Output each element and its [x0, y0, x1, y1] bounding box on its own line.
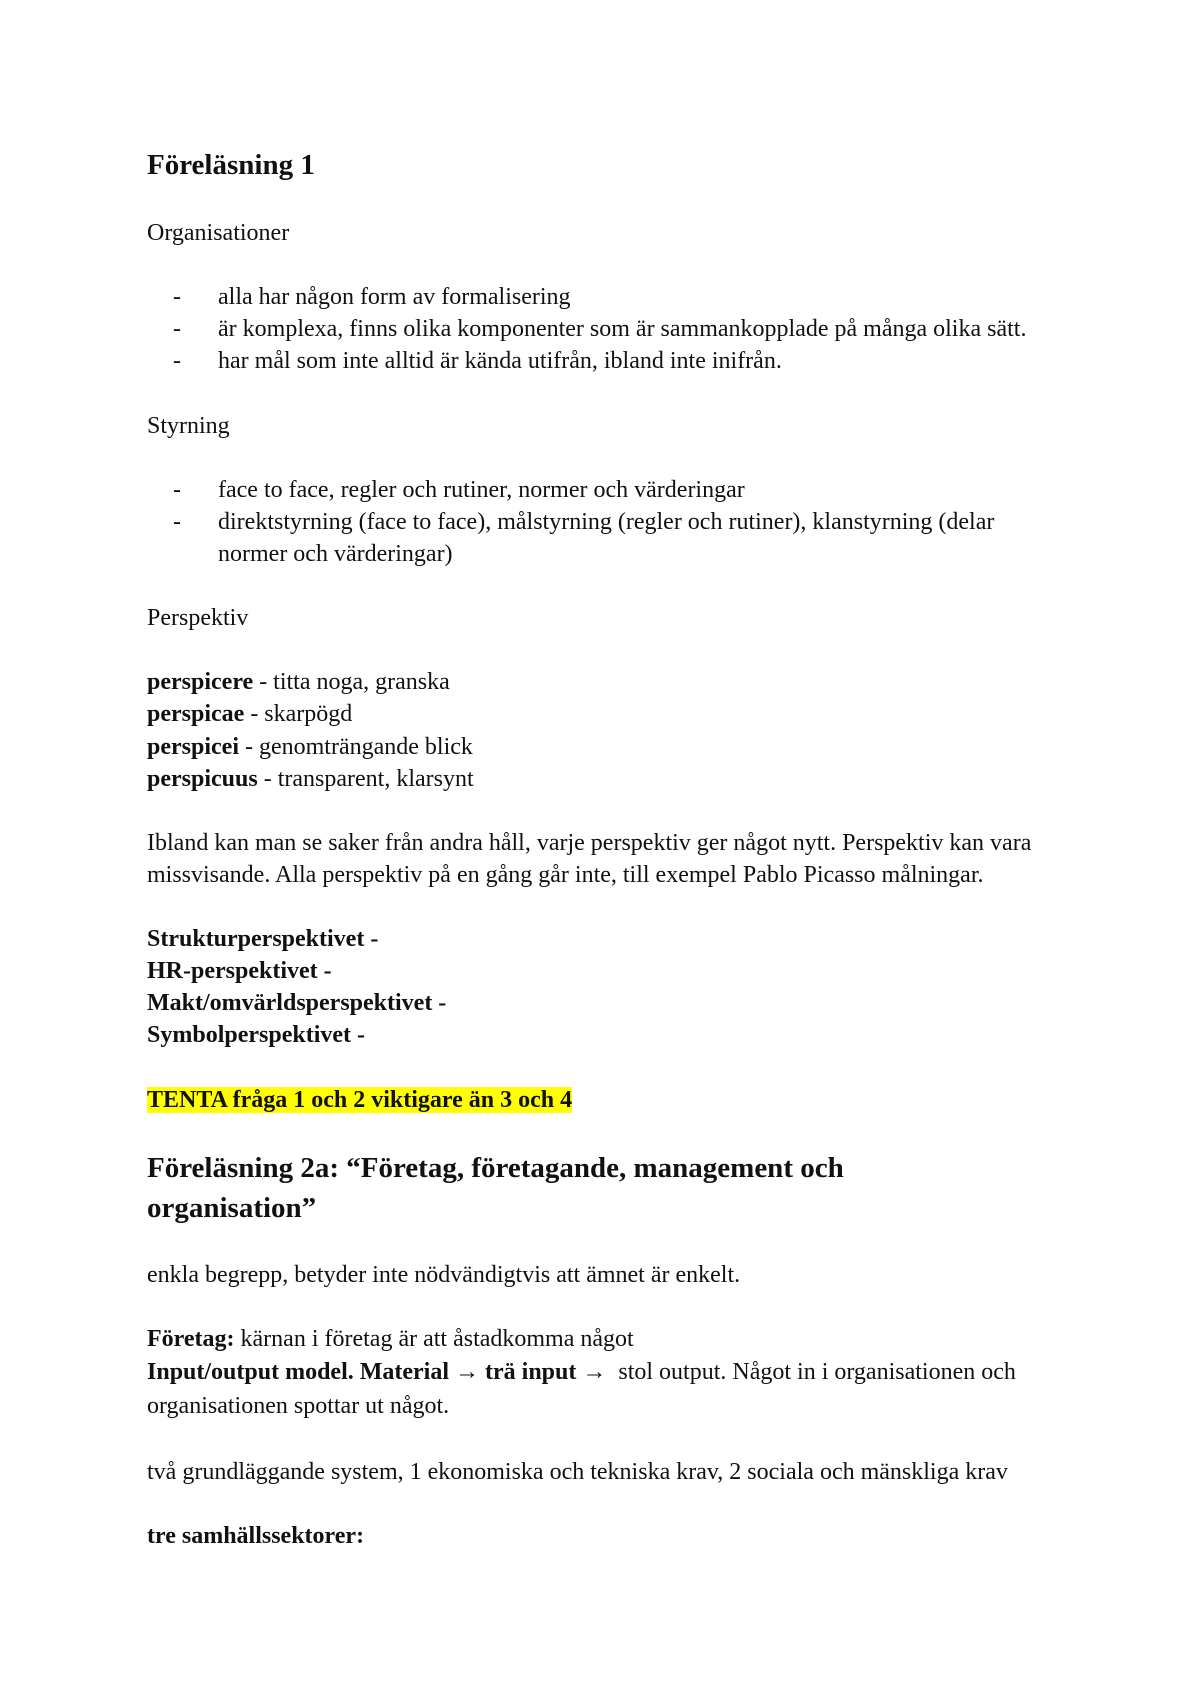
bullet-dash: - — [173, 348, 181, 375]
list-item-text: direktstyrning (face to face), målstyrning (regler och rutiner), klanstyrning (delar — [218, 508, 995, 535]
list-item — [147, 281, 1100, 313]
exam-note-highlight: TENTA fråga 1 och 2 viktigare än 3 och 4 — [147, 1086, 573, 1113]
term-definition: - skarpögd — [250, 701, 353, 728]
foretag-label: Företag: — [147, 1325, 235, 1352]
list-item — [147, 313, 1100, 345]
term-row — [147, 666, 1100, 698]
lecture-1-heading: Föreläsning 1 — [147, 149, 315, 181]
input-output-model — [147, 1356, 1100, 1390]
foretag-text: kärnan i företag är att åstadkomma något — [240, 1325, 634, 1352]
organisationer-list — [147, 281, 1100, 377]
perspective-item: HR-perspektivet - — [147, 958, 332, 985]
term: perspicae — [147, 701, 245, 728]
list-item — [147, 506, 1100, 570]
systems-paragraph: två grundläggande system, 1 ekonomiska och tekniska krav, 2 sociala och mänskliga krav — [147, 1458, 1008, 1485]
list-item-text: är komplexa, finns olika komponenter som är sammankopplade på många olika sätt. — [218, 316, 1027, 343]
list-item-text: face to face, regler och rutiner, normer och värderingar — [218, 476, 745, 503]
bullet-dash: - — [173, 316, 181, 343]
foretag-paragraph — [147, 1323, 1100, 1424]
term: perspicere — [147, 669, 254, 696]
section-title-organisationer: Organisationer — [147, 220, 290, 246]
list-item-text-continuation: normer och värderingar) — [218, 540, 453, 567]
perspectives-list — [147, 923, 1100, 1051]
foretag-definition — [147, 1323, 1100, 1357]
bullet-dash: - — [173, 476, 181, 503]
heading-line: organisation” — [147, 1191, 317, 1224]
term-definition: - titta noga, granska — [259, 669, 450, 696]
term-row — [147, 698, 1100, 730]
term-definition-list — [147, 666, 1100, 794]
model-continuation: organisationen spottar ut något. — [147, 1392, 450, 1419]
lecture-2a-heading — [147, 1148, 1100, 1228]
styrning-list — [147, 474, 1100, 570]
term-definition: - genomträngande blick — [244, 733, 473, 760]
bullet-dash: - — [173, 284, 181, 311]
perspective-item: Makt/omvärldsperspektivet - — [147, 990, 447, 1017]
term: perspicuus — [147, 765, 258, 792]
model-bold: Input/output model. Material → trä input → — [147, 1359, 607, 1386]
term-row — [147, 731, 1100, 763]
exam-note-row — [147, 1084, 1100, 1116]
perspective-item: Symbolperspektivet - — [147, 1022, 365, 1049]
intro-paragraph: enkla begrepp, betyder inte nödvändigtvis att ämnet är enkelt. — [147, 1261, 741, 1288]
list-item — [147, 474, 1100, 506]
term-definition: - transparent, klarsynt — [263, 765, 474, 792]
list-item-text: alla har någon form av formalisering — [218, 284, 571, 311]
heading-line: Föreläsning 2a: “Företag, företagande, management och — [147, 1151, 844, 1184]
section-title-perspektiv: Perspektiv — [147, 605, 249, 632]
term-row — [147, 763, 1100, 795]
bullet-dash: - — [173, 508, 181, 535]
paragraph-line: missvisande. Alla perspektiv på en gång går inte, till exempel Pablo Picasso målningar. — [147, 861, 984, 888]
list-item-text: har mål som inte alltid är kända utifrån, ibland inte inifrån. — [218, 348, 782, 375]
section-title-styrning: Styrning — [147, 412, 230, 439]
perspective-item: Strukturperspektivet - — [147, 926, 379, 953]
list-item — [147, 345, 1100, 377]
term: perspicei — [147, 733, 239, 760]
model-text: stol output. Något in i organisationen och — [618, 1359, 1016, 1386]
sectors-label: tre samhällssektorer: — [147, 1522, 365, 1549]
perspektiv-paragraph — [147, 827, 1100, 891]
paragraph-line: Ibland kan man se saker från andra håll, varje perspektiv ger något nytt. Perspektiv kan vara — [147, 829, 1032, 856]
